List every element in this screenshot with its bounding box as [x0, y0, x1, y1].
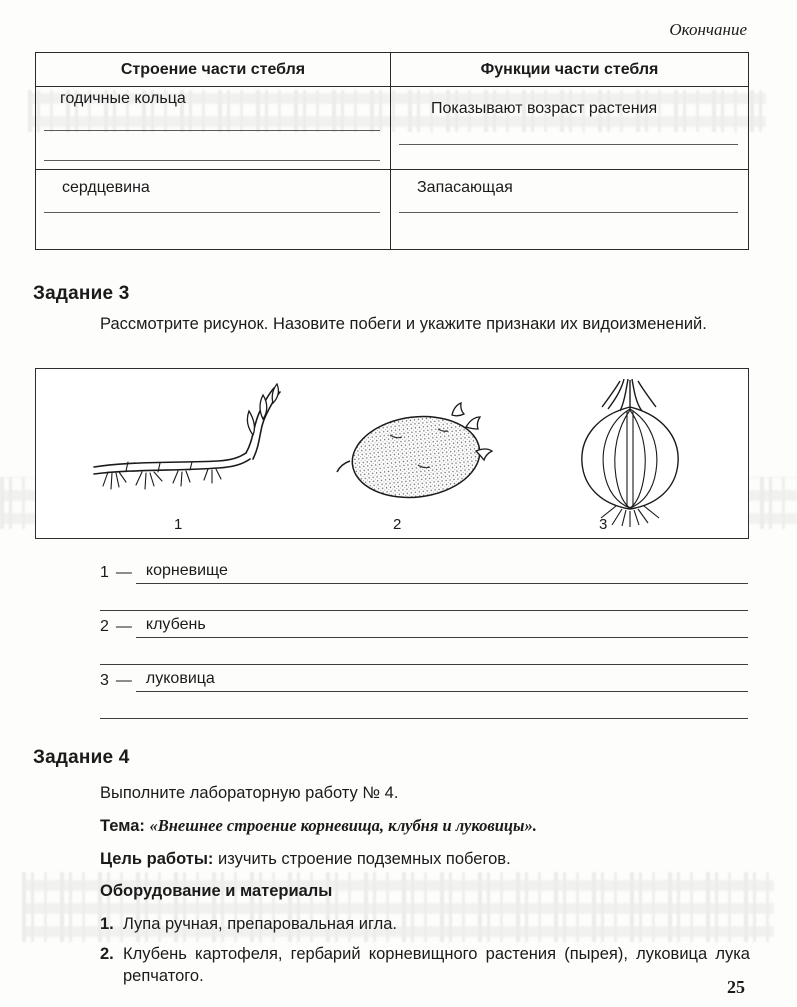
bulb-illustration [564, 377, 704, 527]
answer-line [100, 692, 748, 719]
table-cell-structure [36, 87, 390, 169]
task4-title: Задание 4 [33, 747, 130, 768]
answer-line [136, 670, 748, 692]
equipment-item-2 [100, 944, 750, 987]
theme-text: «Внешнее строение корневища, клубня и луковицы». [149, 816, 537, 836]
answer-number: 2 [100, 618, 109, 635]
equipment-label: Оборудование и материалы [100, 882, 333, 901]
answer-text: клубень [145, 616, 206, 633]
task3-title: Задание 3 [33, 283, 130, 304]
task3-answers [100, 557, 748, 719]
answer-line [100, 584, 748, 611]
task4-intro: Выполните лабораторную работу № 4. [100, 784, 399, 802]
answer-line [136, 562, 748, 584]
answer-line [44, 212, 380, 213]
answer-line [399, 212, 738, 213]
answer-row-1 [100, 557, 748, 584]
answer-line [136, 616, 748, 638]
item-number: 2. [100, 945, 114, 964]
answer-line [44, 130, 380, 131]
table-header-structure: Строение части стебля [120, 60, 306, 78]
answer-row-2 [100, 611, 748, 638]
task3-instruction: Рассмотрите рисунок. Назовите побеги и укажите признаки их видоизменений. [100, 315, 707, 333]
table-cell-structure [36, 170, 390, 249]
answer-dash: — [115, 672, 132, 689]
task4-goal [100, 849, 750, 870]
table-cell-function [390, 170, 748, 249]
cell-answer-text: сердцевина [62, 179, 150, 196]
cell-answer-text: Показывают возраст растения [431, 100, 658, 117]
answer-dash: — [115, 618, 132, 635]
answer-line [44, 160, 380, 161]
cell-answer-text: годичные кольца [60, 90, 186, 107]
tuber-illustration [334, 399, 504, 509]
item-text: Клубень картофеля, гербарий корневищного растения (пырея), луковица лука репчатого. [123, 945, 750, 985]
answer-dash: — [115, 564, 132, 581]
goal-text: изучить строение подземных побегов. [218, 849, 511, 868]
answer-line [100, 638, 748, 665]
figure-label-1: 1 [174, 516, 183, 533]
goal-label: Цель работы: [100, 849, 214, 868]
figure-label-2: 2 [393, 516, 402, 533]
continuation-note: Окончание [669, 20, 747, 39]
answer-text: корневище [145, 562, 228, 579]
answer-row-3 [100, 665, 748, 692]
table-header-function: Функции части стебля [390, 53, 748, 86]
theme-label: Тема: [100, 817, 145, 836]
table-header-row [36, 53, 748, 87]
equipment-item-1 [100, 914, 750, 935]
task4-theme [100, 815, 750, 837]
shoots-figure [35, 368, 749, 539]
page-number: 25 [727, 977, 745, 997]
answer-number: 3 [100, 672, 109, 689]
table-cell-function [390, 87, 748, 169]
table-row [36, 169, 748, 249]
task4-body [100, 783, 750, 996]
item-number: 1. [100, 914, 114, 933]
answer-number: 1 [100, 564, 109, 581]
figure-label-3: 3 [599, 516, 608, 533]
table-row [36, 87, 748, 169]
cell-answer-text: Запасающая [417, 179, 513, 196]
rhizome-illustration [88, 383, 323, 508]
item-text: Лупа ручная, препаровальная игла. [123, 914, 397, 933]
answer-line [399, 144, 738, 145]
answer-text: луковица [145, 670, 215, 687]
stem-parts-table [35, 52, 749, 250]
